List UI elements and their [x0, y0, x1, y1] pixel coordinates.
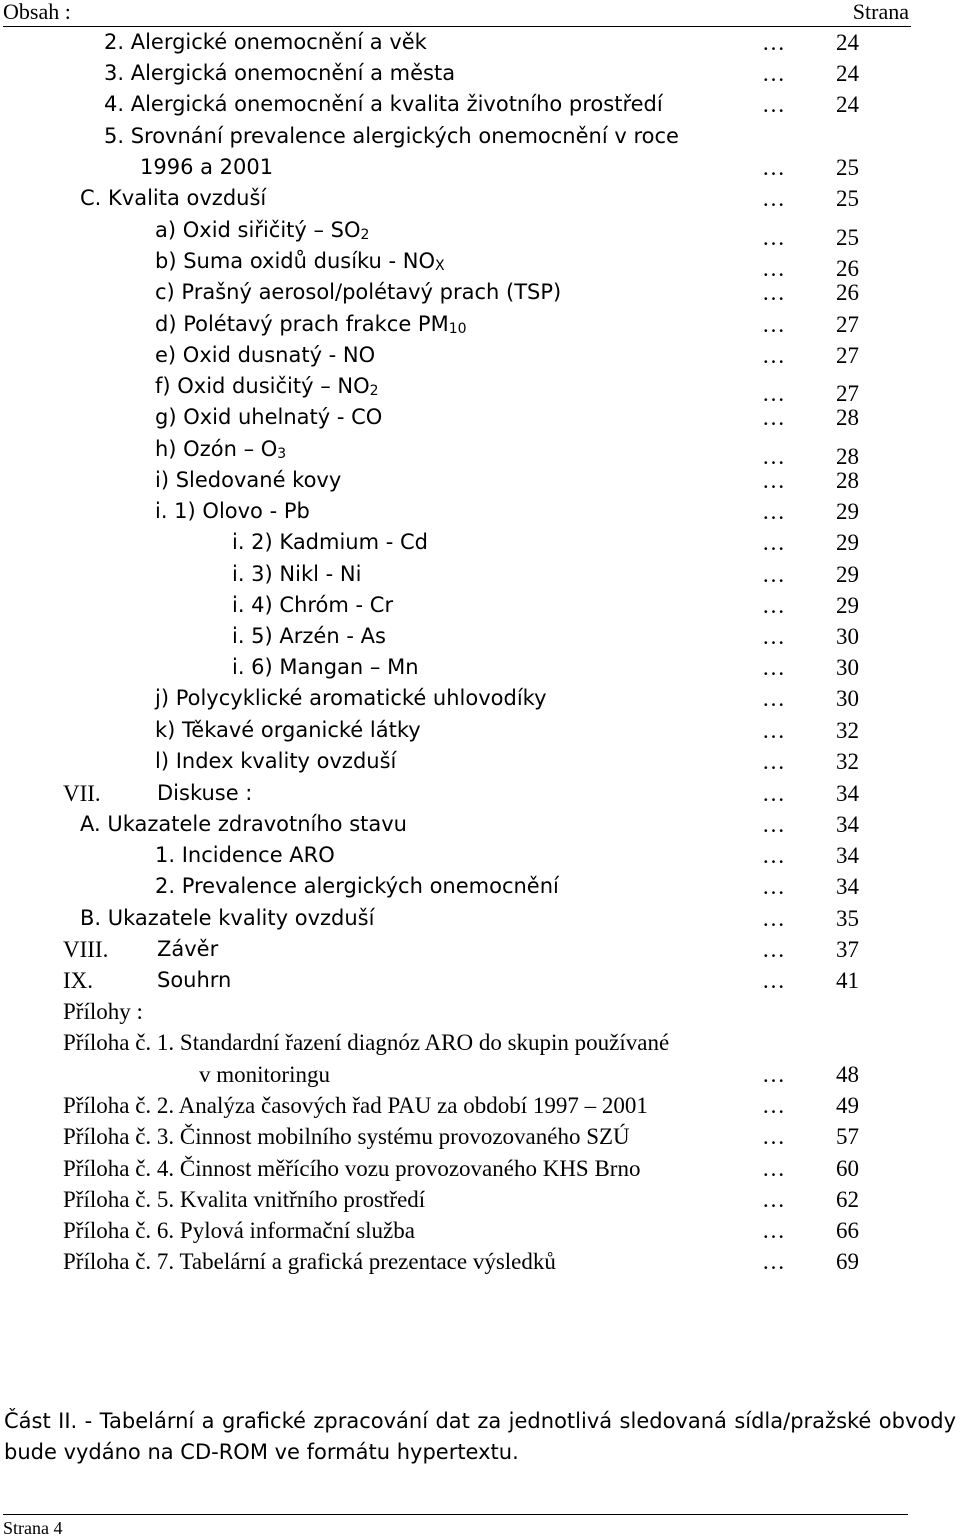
toc-entry — [0, 249, 960, 280]
toc-entry-label: i) Sledované kovy — [155, 468, 342, 492]
toc-entry — [0, 530, 960, 561]
toc-entry-label: Přílohy : — [63, 999, 143, 1024]
toc-entry-label: g) Oxid uhelnatý - CO — [155, 405, 383, 429]
toc-entry — [0, 655, 960, 686]
toc-page-number: 37 — [836, 937, 859, 962]
toc-entry — [0, 312, 960, 343]
toc-entry — [0, 906, 960, 937]
toc-page-number: 48 — [836, 1062, 859, 1087]
toc-page-number: 28 — [836, 444, 859, 469]
toc-leader-dots: … — [762, 530, 785, 555]
toc-entry-label: k) Těkavé organické látky — [155, 718, 421, 742]
toc-entry-label: Příloha č. 6. Pylová informační služba — [63, 1218, 415, 1243]
toc-entry-label: b) Suma oxidů dusíku - $NO_X$ — [155, 249, 445, 274]
toc-leader-dots: … — [762, 968, 785, 993]
toc-entry-title: Souhrn — [157, 968, 232, 992]
toc-page-number: 27 — [836, 343, 859, 368]
toc-leader-dots: … — [762, 225, 785, 250]
toc-leader-dots: … — [762, 1249, 785, 1274]
chemical-subscript: 2 — [369, 383, 379, 399]
toc-entry-label: B. Ukazatele kvality ovzduší — [80, 906, 375, 930]
toc-title: Obsah : — [3, 0, 71, 24]
page-number: Strana 4 — [3, 1518, 63, 1538]
toc-entry — [0, 1156, 960, 1187]
toc-leader-dots: … — [762, 405, 785, 430]
toc-entry-label: 1996 a 2001 — [140, 155, 274, 179]
toc-entry-label: IX. — [63, 968, 94, 993]
toc-leader-dots: … — [762, 1124, 785, 1149]
toc-page-number: 30 — [836, 655, 859, 680]
page-footer — [3, 1514, 908, 1539]
toc-leader-dots: … — [762, 937, 785, 962]
toc-leader-dots: … — [762, 92, 785, 117]
toc-entry-label: Příloha č. 1. Standardní řazení diagnóz ARO do skupin používané — [63, 1030, 670, 1055]
toc-entry — [0, 1249, 960, 1280]
toc-leader-dots: … — [762, 444, 785, 469]
toc-page-number: 26 — [836, 256, 859, 281]
toc-page-number: 28 — [836, 405, 859, 430]
toc-leader-dots: … — [762, 468, 785, 493]
toc-entry — [0, 218, 960, 249]
chemical-subscript: 3 — [277, 446, 287, 462]
toc-page-number: 41 — [836, 968, 859, 993]
toc-entry — [0, 843, 960, 874]
toc-entry — [0, 1218, 960, 1249]
toc-leader-dots: … — [762, 718, 785, 743]
toc-entry — [0, 92, 960, 123]
toc-leader-dots: … — [762, 749, 785, 774]
toc-leader-dots: … — [762, 155, 785, 180]
toc-page-number: 25 — [836, 186, 859, 211]
toc-page-number: 29 — [836, 562, 859, 587]
toc-page-number: 69 — [836, 1249, 859, 1274]
toc-entry — [0, 405, 960, 436]
toc-entry — [0, 186, 960, 217]
toc-entry-label: i. 3) Nikl - Ni — [232, 562, 362, 586]
toc-leader-dots: … — [762, 906, 785, 931]
toc-leader-dots: … — [762, 1062, 785, 1087]
toc-entry — [0, 686, 960, 717]
toc-entry — [0, 61, 960, 92]
toc-entry-label: Příloha č. 5. Kvalita vnitřního prostředí — [63, 1187, 426, 1212]
toc-page-number: 32 — [836, 718, 859, 743]
toc-entry-label: j) Polycyklické aromatické uhlovodíky — [155, 686, 547, 710]
toc-entry-label: l) Index kvality ovzduší — [155, 749, 397, 773]
toc-leader-dots: … — [762, 812, 785, 837]
toc-leader-dots: … — [762, 312, 785, 337]
toc-page-number: 34 — [836, 812, 859, 837]
toc-page-number: 29 — [836, 499, 859, 524]
toc-entry-label: C. Kvalita ovzduší — [80, 186, 267, 210]
toc-entry-label: Příloha č. 4. Činnost měřícího vozu provozovaného KHS Brno — [63, 1156, 641, 1181]
toc-page-number: 29 — [836, 593, 859, 618]
toc-page-number: 34 — [836, 843, 859, 868]
toc-entry-label: A. Ukazatele zdravotního stavu — [80, 812, 407, 836]
toc-leader-dots: … — [762, 562, 785, 587]
toc-entry-label: 4. Alergická onemocnění a kvalita životního prostředí — [104, 92, 663, 116]
toc-page-number: 30 — [836, 624, 859, 649]
toc-entry — [0, 30, 960, 61]
toc-entry — [0, 1030, 960, 1061]
cd-rom-note: Část II. - Tabelární a grafické zpracování dat za jednotlivá sledovaná sídla/pražské obvody bude vydáno na CD-ROM ve formátu hypertextu. — [4, 1409, 956, 1464]
toc-entry-label: i. 5) Arzén - As — [232, 624, 386, 648]
toc-page-number: 66 — [836, 1218, 859, 1243]
toc-entry-label: VII. — [63, 781, 101, 806]
toc-header — [3, 0, 911, 27]
toc-page-number: 60 — [836, 1156, 859, 1181]
toc-entry — [0, 781, 960, 812]
toc-page-number: 28 — [836, 468, 859, 493]
toc-entry-title: Diskuse : — [157, 781, 253, 805]
toc-leader-dots: … — [762, 30, 785, 55]
toc-entry-label: i. 4) Chróm - Cr — [232, 593, 394, 617]
toc-page-number: 27 — [836, 381, 859, 406]
toc-page-number: 30 — [836, 686, 859, 711]
toc-page-number: 62 — [836, 1187, 859, 1212]
toc-entry-label: a) Oxid siřičitý – $SO_2$ — [155, 218, 370, 243]
toc-entry-label: Příloha č. 7. Tabelární a grafická prezentace výsledků — [63, 1249, 556, 1274]
toc-entry-label: 2. Alergické onemocnění a věk — [104, 30, 427, 54]
toc-entry — [0, 374, 960, 405]
toc-entry-label: i. 6) Mangan – Mn — [232, 655, 419, 679]
toc-leader-dots: … — [762, 843, 785, 868]
toc-leader-dots: … — [762, 1218, 785, 1243]
toc-entry — [0, 999, 960, 1030]
chemical-subscript: 10 — [448, 321, 467, 337]
toc-leader-dots: … — [762, 1156, 785, 1181]
toc-page-number: 25 — [836, 155, 859, 180]
toc-entry-label: c) Prašný aerosol/polétavý prach (TSP) — [155, 280, 562, 304]
toc-leader-dots: … — [762, 781, 785, 806]
toc-leader-dots: … — [762, 280, 785, 305]
toc-page-number: 35 — [836, 906, 859, 931]
page-column-label: Strana — [852, 0, 909, 24]
toc-entry — [0, 499, 960, 530]
toc-leader-dots: … — [762, 186, 785, 211]
toc-entry — [0, 1062, 960, 1093]
toc-entry — [0, 468, 960, 499]
toc-page-number: 24 — [836, 30, 859, 55]
toc-page-number: 24 — [836, 92, 859, 117]
toc-entry-title: Závěr — [157, 937, 219, 961]
toc-entry — [0, 593, 960, 624]
toc-entry-label: i. 2) Kadmium - Cd — [232, 530, 428, 554]
toc-entry — [0, 718, 960, 749]
toc-leader-dots: … — [762, 655, 785, 680]
toc-entry-label: i. 1) Olovo - Pb — [155, 499, 310, 523]
toc-leader-dots: … — [762, 61, 785, 86]
toc-leader-dots: … — [762, 593, 785, 618]
toc-page-number: 25 — [836, 225, 859, 250]
toc-entry — [0, 968, 960, 999]
toc-leader-dots: … — [762, 381, 785, 406]
toc-leader-dots: … — [762, 1187, 785, 1212]
toc-entry-label: Příloha č. 2. Analýza časových řad PAU za období 1997 – 2001 — [63, 1093, 648, 1118]
toc-page-number: 34 — [836, 874, 859, 899]
toc-entry — [0, 155, 960, 186]
toc-page-number: 32 — [836, 749, 859, 774]
toc-entry — [0, 812, 960, 843]
toc-entry-label: h) Ozón – $O_3$ — [155, 437, 287, 462]
chemical-subscript: 2 — [360, 227, 370, 243]
toc-entry — [0, 343, 960, 374]
toc-entry — [0, 749, 960, 780]
toc-entry — [0, 1124, 960, 1155]
toc-page-number: 57 — [836, 1124, 859, 1149]
toc-entry-label: v monitoringu — [199, 1062, 330, 1087]
toc-entry — [0, 1093, 960, 1124]
toc-leader-dots: … — [762, 343, 785, 368]
toc-leader-dots: … — [762, 624, 785, 649]
toc-page-number: 27 — [836, 312, 859, 337]
toc-entry-label: 1. Incidence ARO — [155, 843, 335, 867]
toc-entry-label: VIII. — [63, 937, 109, 962]
toc-entry — [0, 624, 960, 655]
toc-entry-label: Příloha č. 3. Činnost mobilního systému provozovaného SZÚ — [63, 1124, 630, 1149]
toc-entry-label: f) Oxid dusičitý – $NO_2$ — [155, 374, 379, 399]
toc-page-number: 24 — [836, 61, 859, 86]
chemical-subscript: X — [435, 258, 445, 274]
toc-leader-dots: … — [762, 874, 785, 899]
toc-leader-dots: … — [762, 1093, 785, 1118]
toc-entry — [0, 437, 960, 468]
toc-entry-label: e) Oxid dusnatý - NO — [155, 343, 376, 367]
toc-page-number: 49 — [836, 1093, 859, 1118]
toc-page-number: 29 — [836, 530, 859, 555]
toc-entry-label: 3. Alergická onemocnění a města — [104, 61, 456, 85]
toc-leader-dots: … — [762, 256, 785, 281]
toc-entry — [0, 937, 960, 968]
toc-entry — [0, 280, 960, 311]
toc-entry — [0, 124, 960, 155]
toc-leader-dots: … — [762, 499, 785, 524]
toc-page-number: 34 — [836, 781, 859, 806]
toc-entry — [0, 562, 960, 593]
toc-entry-label: d) Polétavý prach frakce $PM_{10}$ — [155, 312, 467, 337]
toc-entry — [0, 1187, 960, 1218]
toc-page-number: 26 — [836, 280, 859, 305]
toc-entry-label: 5. Srovnání prevalence alergických onemocnění v roce — [104, 124, 679, 148]
toc-entry-label: 2. Prevalence alergických onemocnění — [155, 874, 559, 898]
toc-entry — [0, 874, 960, 905]
toc-leader-dots: … — [762, 686, 785, 711]
